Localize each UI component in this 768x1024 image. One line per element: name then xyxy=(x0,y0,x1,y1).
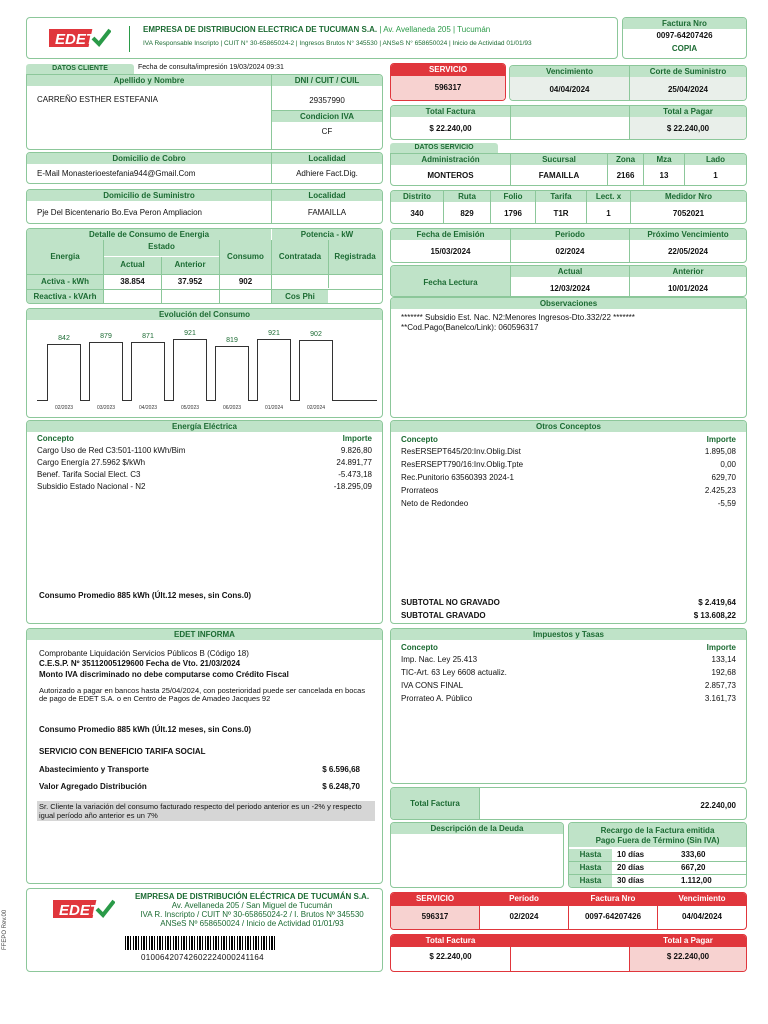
energia-concepto: Concepto xyxy=(37,434,74,443)
chart-bar xyxy=(257,339,291,401)
chart-category-label: 06/2023 xyxy=(222,405,242,411)
cobro-loc: Adhiere Fact.Dig. xyxy=(296,169,358,178)
distrito-label: Distrito xyxy=(403,192,431,201)
zona-label: Zona xyxy=(615,155,636,164)
f-total-label: Total Factura xyxy=(425,936,476,945)
totales-box xyxy=(390,105,747,140)
vad-label: Valor Agregado Distribución xyxy=(39,782,147,791)
vad-value: $ 6.248,70 xyxy=(322,782,360,791)
cobro-box xyxy=(26,152,383,184)
suministro-label: Domicilio de Suministro xyxy=(27,190,271,201)
otros-row xyxy=(401,473,736,483)
energia-amount: -18.295,09 xyxy=(333,482,372,491)
otros-amount: 2.425,23 xyxy=(704,486,736,495)
datos-servicio-tab: DATOS SERVICIO xyxy=(390,143,498,153)
f-factura-label: Factura Nro xyxy=(590,894,636,903)
impuestos-box xyxy=(390,628,747,784)
chart-value-label: 921 xyxy=(268,330,280,337)
chart-category-label: 01/2024 xyxy=(264,405,284,411)
abast-value: $ 6.596,68 xyxy=(322,765,360,774)
impuestos-amount: 3.161,73 xyxy=(704,694,736,703)
energia-label: Energia xyxy=(50,252,80,261)
cliente-tab: DATOS CLIENTE xyxy=(26,64,134,74)
cosphi-label: Cos Phi xyxy=(285,292,315,301)
side-code: FFEPO Rev.00 xyxy=(2,909,8,950)
energia-concept: Cargo Energía 27.5962 $/kWh xyxy=(37,458,146,467)
recargo-days: 10 días xyxy=(617,850,645,859)
energia-box xyxy=(26,420,383,624)
suministro-box xyxy=(26,189,383,224)
f-periodo-label: Período xyxy=(509,894,539,903)
impuestos-concept: IVA CONS FINAL xyxy=(401,681,464,690)
distrito-value: 340 xyxy=(410,209,424,218)
informa-l3: Monto IVA discriminado no debe computarse como Crédito Fiscal xyxy=(39,670,289,679)
actual-label: Actual xyxy=(120,260,145,269)
total-value: $ 22.240,00 xyxy=(429,124,472,133)
emision-value: 15/03/2024 xyxy=(430,247,471,256)
chart-bar xyxy=(173,339,207,401)
consumo-box xyxy=(26,228,383,304)
sub-ng-label: SUBTOTAL NO GRAVADO xyxy=(401,598,500,607)
otros-importe: Importe xyxy=(706,435,736,444)
recargo-amount: 333,60 xyxy=(681,850,706,859)
footer-servicio-box xyxy=(390,892,747,930)
impuestos-concepto: Concepto xyxy=(401,643,438,652)
energia-row xyxy=(37,446,372,456)
impuestos-importe: Importe xyxy=(706,643,736,652)
dni: 29357990 xyxy=(309,96,345,105)
total-factura-label: Total Factura xyxy=(410,799,460,808)
apellido-label: Apellido y Nombre xyxy=(27,75,271,86)
lado-label: Lado xyxy=(705,155,726,164)
registrada-label: Registrada xyxy=(334,252,376,261)
otros-box xyxy=(390,420,747,624)
sub-g-label: SUBTOTAL GRAVADO xyxy=(401,611,486,620)
recargo-amount: 1.112,00 xyxy=(681,876,712,885)
lado-value: 1 xyxy=(713,171,718,180)
lectura-actual-label: Actual xyxy=(557,267,583,276)
footer-total-box xyxy=(390,934,747,972)
company-address: Av. Avellaneda 205 | Tucumán xyxy=(383,25,491,34)
chart-bar xyxy=(47,344,81,401)
f-factura: 0097-64207426 xyxy=(584,912,642,921)
suc-label: Sucursal xyxy=(542,155,576,164)
chart-bar xyxy=(89,342,123,401)
ruta-label: Ruta xyxy=(458,192,476,201)
periodo-label: Periodo xyxy=(555,230,585,239)
chart-value-label: 879 xyxy=(100,333,112,340)
mza-label: Mza xyxy=(656,155,672,164)
impuestos-amount: 133,14 xyxy=(711,655,736,664)
ruta-value: 829 xyxy=(460,209,474,218)
otros-amount: 1.895,08 xyxy=(704,447,736,456)
chart-value-label: 842 xyxy=(58,335,70,342)
abast-label: Abastecimiento y Transporte xyxy=(39,765,149,774)
energia-concept: Benef. Tarifa Social Elect. C3 xyxy=(37,470,141,479)
f-pagar-label: Total a Pagar xyxy=(663,936,713,945)
corte-value: 25/04/2024 xyxy=(667,85,709,94)
chart-bar xyxy=(215,346,249,401)
impuestos-row xyxy=(401,668,736,678)
cobro-value: E-Mail Monasterioestefania944@Gmail.Com xyxy=(37,169,196,178)
factura-box xyxy=(622,17,747,59)
otros-concept: Neto de Redondeo xyxy=(401,499,469,508)
informa-l4: Autorizado a pagar en bancos hasta 25/04/2024, con posterioridad puede ser cancelada en bocas de pago de EDET S.A. o en Centro de Pagos de Amadeo Jacques 92 xyxy=(39,686,366,703)
anterior-label: Anterior xyxy=(174,260,206,269)
recargo-title1: Recargo de la Factura emitida xyxy=(600,826,715,835)
venc-label: Vencimiento xyxy=(510,66,629,77)
chart-category-label: 03/2023 xyxy=(96,405,116,411)
recargo-title2: Pago Fuera de Término (Sin IVA) xyxy=(595,836,720,845)
otros-amount: 0,00 xyxy=(720,460,736,469)
energia-amount: 24.891,77 xyxy=(336,458,372,467)
edet-logo xyxy=(49,26,111,52)
chart-bar xyxy=(131,342,165,401)
iva: CF xyxy=(321,127,333,136)
recargo-hasta: Hasta xyxy=(569,875,612,887)
distrito-box xyxy=(390,190,747,224)
servicio-box xyxy=(390,63,506,101)
energia-amount: -5.473,18 xyxy=(338,470,372,479)
tarifa-label: Tarifa xyxy=(550,192,572,201)
f-total: $ 22.240,00 xyxy=(429,952,472,961)
deuda-title: Descripción de la Deuda xyxy=(391,823,563,834)
recargo-days: 20 días xyxy=(617,863,645,872)
f-servicio: 596317 xyxy=(421,912,449,921)
medidor-label: Medidor Nro xyxy=(664,192,713,201)
lectura-anterior-label: Anterior xyxy=(672,267,704,276)
barcode xyxy=(125,936,275,950)
chart-value-label: 819 xyxy=(226,337,238,344)
sub-ng-value: $ 2.419,64 xyxy=(698,598,736,607)
energia-promedio: Consumo Promedio 885 kWh (Últ.12 meses, sin Cons.0) xyxy=(39,591,252,600)
iva-label: Condicion IVA xyxy=(272,111,382,122)
venc-value: 04/04/2024 xyxy=(549,85,590,94)
impuestos-concept: Prorrateo A. Público xyxy=(401,694,473,703)
impuestos-amount: 192,68 xyxy=(711,668,736,677)
footer-edet-logo xyxy=(53,897,115,923)
folio-value: 1796 xyxy=(504,209,522,218)
svg-text:EDET: EDET xyxy=(55,31,96,48)
recargo-amount: 667,20 xyxy=(681,863,706,872)
chart-value-label: 902 xyxy=(310,331,322,338)
impuestos-concept: Imp. Nac. Ley 25.413 xyxy=(401,655,478,664)
proximo-label: Próximo Vencimiento xyxy=(647,230,729,239)
lect-label: Lect. x xyxy=(595,192,622,201)
energia-concept: Subsidio Estado Nacional - N2 xyxy=(37,482,146,491)
total-factura-box xyxy=(390,787,747,820)
chart-category-label: 05/2023 xyxy=(180,405,200,411)
activa-consumo: 902 xyxy=(238,277,253,286)
f-periodo: 02/2024 xyxy=(509,912,539,921)
pagar-label: Total a Pagar xyxy=(630,106,746,117)
chart-value-label: 921 xyxy=(184,330,196,337)
footer-anses: ANSeS Nº 658650024 / Inicio de Actividad 01/01/93 xyxy=(160,919,344,928)
suministro-value: Pje Del Bicentenario Bo.Eva Peron Ampliacion xyxy=(37,208,202,217)
activa-label: Activa - kWh xyxy=(40,277,89,286)
footer-company: EMPRESA DE DISTRIBUCIÓN ELÉCTRICA DE TUCUMÁN S.A. xyxy=(134,892,370,901)
impuestos-title: Impuestos y Tasas xyxy=(391,629,746,640)
energia-title: Energía Eléctrica xyxy=(27,421,382,432)
chart-category-label: 02/2023 xyxy=(54,405,74,411)
estado-label: Estado xyxy=(148,242,175,251)
admin-label: Administración xyxy=(421,155,480,164)
potencia-title: Potencia - kW xyxy=(272,229,382,240)
admin-value: MONTEROS xyxy=(427,171,474,180)
energia-row xyxy=(37,458,372,468)
datos-servicio-box xyxy=(390,153,747,186)
recargo-hasta: Hasta xyxy=(569,849,612,861)
factura-label: Factura Nro xyxy=(623,18,746,29)
obs-line2: **Cod.Pago(Banelco/Link): 060596317 xyxy=(401,323,539,332)
otros-row xyxy=(401,447,736,457)
zona-value: 2166 xyxy=(616,171,635,180)
total-label: Total Factura xyxy=(391,106,510,117)
lect-value: 1 xyxy=(606,209,611,218)
lectura-anterior: 10/01/2024 xyxy=(667,284,709,293)
factura-copy: COPIA xyxy=(671,44,698,53)
contratada-label: Contratada xyxy=(278,252,322,261)
obs-line1: ******* Subsidio Est. Nac. N2:Menores Ingresos-Dto.332/22 ******* xyxy=(401,313,635,322)
f-pagar: $ 22.240,00 xyxy=(666,952,710,961)
chart-bar xyxy=(299,340,333,401)
otros-concept: Rec.Punitorio 63560393 2024-1 xyxy=(401,473,514,482)
recargo-days: 30 días xyxy=(617,876,645,885)
impuestos-concept: TIC-Art. 63 Ley 6608 actualiz. xyxy=(401,668,507,677)
lectura-actual: 12/03/2024 xyxy=(549,284,591,293)
header-divider xyxy=(129,26,130,52)
recargo-box xyxy=(568,822,747,888)
servicio-number: 596317 xyxy=(434,83,462,92)
tarifa-value: T1R xyxy=(553,209,569,218)
suministro-loc: FAMAILLA xyxy=(307,208,347,217)
company-name: EMPRESA DE DISTRIBUCION ELECTRICA DE TUCUMAN S.A. xyxy=(143,25,378,34)
footer-tax: IVA R. Inscripto / CUIT Nº 30-65865024-2 / I. Brutos Nº 345530 xyxy=(140,910,364,919)
company-line: EMPRESA DE DISTRIBUCION ELECTRICA DE TUCUMAN S.A. | Av. Avellaneda 205 | Tucumán xyxy=(143,25,491,34)
evolucion-title: Evolución del Consumo xyxy=(27,309,382,320)
footer-left-box xyxy=(26,888,383,972)
cliente-box xyxy=(26,74,383,150)
pagar-value: $ 22.240,00 xyxy=(666,124,710,133)
informa-title: EDET INFORMA xyxy=(27,629,382,640)
mza-value: 13 xyxy=(659,171,669,180)
energia-row xyxy=(37,482,372,492)
energia-concept: Cargo Uso de Red C3:501-1100 kWh/Bim xyxy=(37,446,186,455)
company-tax: IVA Responsable Inscripto | CUIT N° 30-65865024-2 | Ingresos Brutos N° 345530 | ANSeS N° 658650024 | Inicio de Actividad 01/01/93 xyxy=(143,40,532,47)
chart-category-label: 04/2023 xyxy=(138,405,158,411)
informa-l7: Sr. Cliente la variación del consumo facturado respecto del periodo anterior es un -2% y respecto igual período año anterior es un 7% xyxy=(37,801,375,821)
suc-value: FAMAILLA xyxy=(538,171,580,180)
otros-amount: 629,70 xyxy=(711,473,736,482)
consumo-title: Detalle de Consumo de Energia xyxy=(27,229,271,240)
otros-amount: -5,59 xyxy=(717,499,736,508)
factura-number: 0097-64207426 xyxy=(656,31,713,40)
otros-row xyxy=(401,460,736,470)
suministro-loc-label: Localidad xyxy=(272,190,382,201)
deuda-box xyxy=(390,822,564,888)
cobro-loc-label: Localidad xyxy=(272,153,382,164)
impuestos-row xyxy=(401,681,736,691)
activa-anterior: 37.952 xyxy=(177,277,203,286)
energia-importe: Importe xyxy=(342,434,372,443)
reactiva-label: Reactiva - kVArh xyxy=(33,292,97,301)
vencimiento-box xyxy=(509,65,747,101)
otros-concept: ResERSEPT645/20:Inv.Oblig.Dist xyxy=(401,447,521,456)
informa-l6: SERVICIO CON BENEFICIO TARIFA SOCIAL xyxy=(39,747,206,756)
header-box xyxy=(26,17,618,59)
total-factura-value: 22.240,00 xyxy=(700,801,736,810)
medidor-value: 7052021 xyxy=(672,209,705,218)
observaciones-box xyxy=(390,297,747,418)
lectura-label: Fecha Lectura xyxy=(423,278,478,287)
corte-label: Corte de Suministro xyxy=(630,66,746,77)
periodo-value: 02/2024 xyxy=(555,247,585,256)
otros-concepto: Concepto xyxy=(401,435,438,444)
sub-g-value: $ 13.608,22 xyxy=(693,611,736,620)
otros-concept: Prorrateos xyxy=(401,486,439,495)
chart-category-label: 02/2024 xyxy=(306,405,326,411)
footer-addr: Av. Avellaneda 205 / San Miguel de Tucumán xyxy=(171,901,333,910)
recargo-hasta: Hasta xyxy=(569,862,612,874)
evolucion-box xyxy=(26,308,383,418)
f-venc-label: Vencimiento xyxy=(678,894,726,903)
otros-title: Otros Conceptos xyxy=(391,421,746,432)
energia-row xyxy=(37,470,372,480)
proximo-value: 22/05/2024 xyxy=(667,247,709,256)
chart-value-label: 871 xyxy=(142,333,154,340)
apellido: CARREÑO ESTHER ESTEFANIA xyxy=(37,95,158,104)
cobro-label: Domicilio de Cobro xyxy=(27,153,271,164)
impuestos-row xyxy=(401,655,736,665)
impuestos-amount: 2.857,73 xyxy=(704,681,736,690)
svg-text:EDET: EDET xyxy=(59,902,100,919)
informa-box xyxy=(26,628,383,884)
servicio-label: SERVICIO xyxy=(391,64,505,76)
informa-l2: C.E.S.P. Nº 35112005129600 Fecha de Vto. 21/03/2024 xyxy=(39,659,241,668)
impuestos-row xyxy=(401,694,736,704)
emision-label: Fecha de Emisión xyxy=(416,230,485,239)
folio-label: Folio xyxy=(503,192,523,201)
consumo-label: Consumo xyxy=(227,252,264,261)
f-servicio-label: SERVICIO xyxy=(415,894,455,903)
observaciones-title: Observaciones xyxy=(391,298,746,309)
f-venc: 04/04/2024 xyxy=(681,912,723,921)
otros-row xyxy=(401,486,736,496)
informa-l1: Comprobante Liquidación Servicios Públicos B (Código 18) xyxy=(39,649,249,658)
fechas-box xyxy=(390,228,747,263)
activa-actual: 38.854 xyxy=(120,277,145,286)
otros-concept: ResERSEPT790/16:Inv.Oblig.Tpte xyxy=(401,460,524,469)
consumo-chart xyxy=(37,321,377,415)
energia-amount: 9.826,80 xyxy=(340,446,372,455)
dni-label: DNI / CUIT / CUIL xyxy=(272,75,382,86)
consulta-date: Fecha de consulta/impresión 19/03/2024 09:31 xyxy=(138,64,284,71)
lectura-box xyxy=(390,265,747,297)
barcode-number: 01006420742602224000241164 xyxy=(141,953,264,962)
otros-row xyxy=(401,499,736,509)
informa-l5: Consumo Promedio 885 kWh (Últ.12 meses, sin Cons.0) xyxy=(39,725,252,734)
